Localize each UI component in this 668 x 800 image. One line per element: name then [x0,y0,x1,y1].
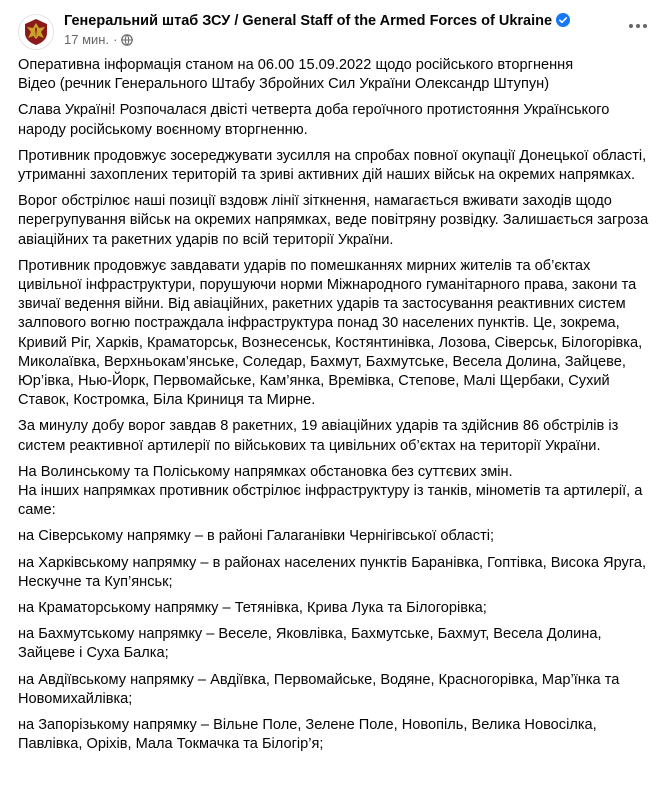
post-paragraph: На інших напрямках противник обстрілює інфраструктуру із танків, мінометів та артилерії, а саме: [18,483,643,519]
post-body [18,56,652,762]
avatar-emblem-icon [19,15,53,49]
author-name[interactable]: Генеральний штаб ЗСУ / General Staff of the Armed Forces of Ukraine [64,13,553,29]
more-options-icon[interactable] [624,16,652,36]
post-timestamp[interactable]: 17 мин. [64,32,110,47]
post-paragraph: На Волинському та Поліському напрямках обстановка без суттєвих змін. [18,463,513,480]
post-paragraph: на Краматорському напрямку – Тетянівка, Крива Лука та Білогорівка; [18,600,487,617]
avatar[interactable] [18,14,54,50]
post-paragraph: на Харківському напрямку – в районах населених пунктів Баранівка, Гоптівка, Висока Яруга, Нескучне та Куп’янськ; [18,554,647,590]
post-paragraph: на Запорізькому напрямку – Вільне Поле, Зелене Поле, Новопіль, Велика Новосілка, Павлівка, Оріхів, Мала Токмачка та Білогір’я; [18,717,597,753]
post-paragraph: Противник продовжує зосереджувати зусилля на спробах повної окупації Донецької області, утриманні захоплених територій та зриві активних дій наших військ на окремих напрямках. [18,147,647,184]
post-paragraph: За минулу добу ворог завдав 8 ракетних, 19 авіаційних ударів та здійснив 86 обстрілів із систем реактивної артилерії по військових та цивільних об’єктах на території України. [18,418,619,454]
post-paragraph: на Бахмутському напрямку – Веселе, Яковлівка, Бахмутське, Бахмут, Весела Долина, Зайцеве і Суха Балка; [18,626,602,662]
post-paragraph: на Сіверському напрямку – в районі Галаганівки Чернігівської області; [18,528,495,545]
globe-icon[interactable] [121,34,133,50]
meta-separator: · [113,32,118,47]
post-paragraph: на Авдіївському напрямку – Авдіївка, Первомайське, Водяне, Красногорівка, Мар’їнка та Новомихайлівка; [18,671,620,707]
post-paragraph: Ворог обстрілює наші позиції вздовж лінії зіткнення, намагається вживати заходів щодо перегрупування військ на окремих напрямках, веде повітряну розвідку. Залишається загроза авіаційних та ракетних ударів по всій території України. [18,193,649,248]
post-header [16,12,654,52]
post-paragraph: Слава Україні! Розпочалася двісті четверта доба героїчного протистояння Українського народу російському воєнному вторгненню. [18,102,610,138]
verified-badge-icon [556,13,570,32]
post-paragraph: Оперативна інформація станом на 06.00 15.09.2022 щодо російського вторгнення [18,57,574,73]
post-meta [64,32,133,50]
post-paragraph: Відео (речник Генерального Штабу Збройних Сил України Олександр Штупун) [18,76,550,93]
post-paragraph: Противник продовжує завдавати ударів по помешканнях мирних жителів та об’єктах цивільної інфраструктури, порушуючи норми Міжнародного гуманітарного права, закони та звичаї ведення війни. Від авіаційних, ракетних ударів та застосування реактивних систем залпового вогню постраждала інфраструктура понад 30 населених пунктів. Це, зокрема, Кривий Ріг, Харків, Краматорськ, Вознесенськ, Костянтинівка, Лозова, Сіверськ, Білогорівка, Миколаївка, Верхньокам’янське, Соледар, Бахмут, Бахмутське, Весела Долина, Зайцеве, Юр’івка, Нью-Йорк, Первомайське, Кам’янка, Времівка, Степове, Малі Щербаки, Сухий Ставок, Костромка, Біла Криниця та Мирне. [18,257,643,409]
post-author[interactable] [64,12,570,32]
